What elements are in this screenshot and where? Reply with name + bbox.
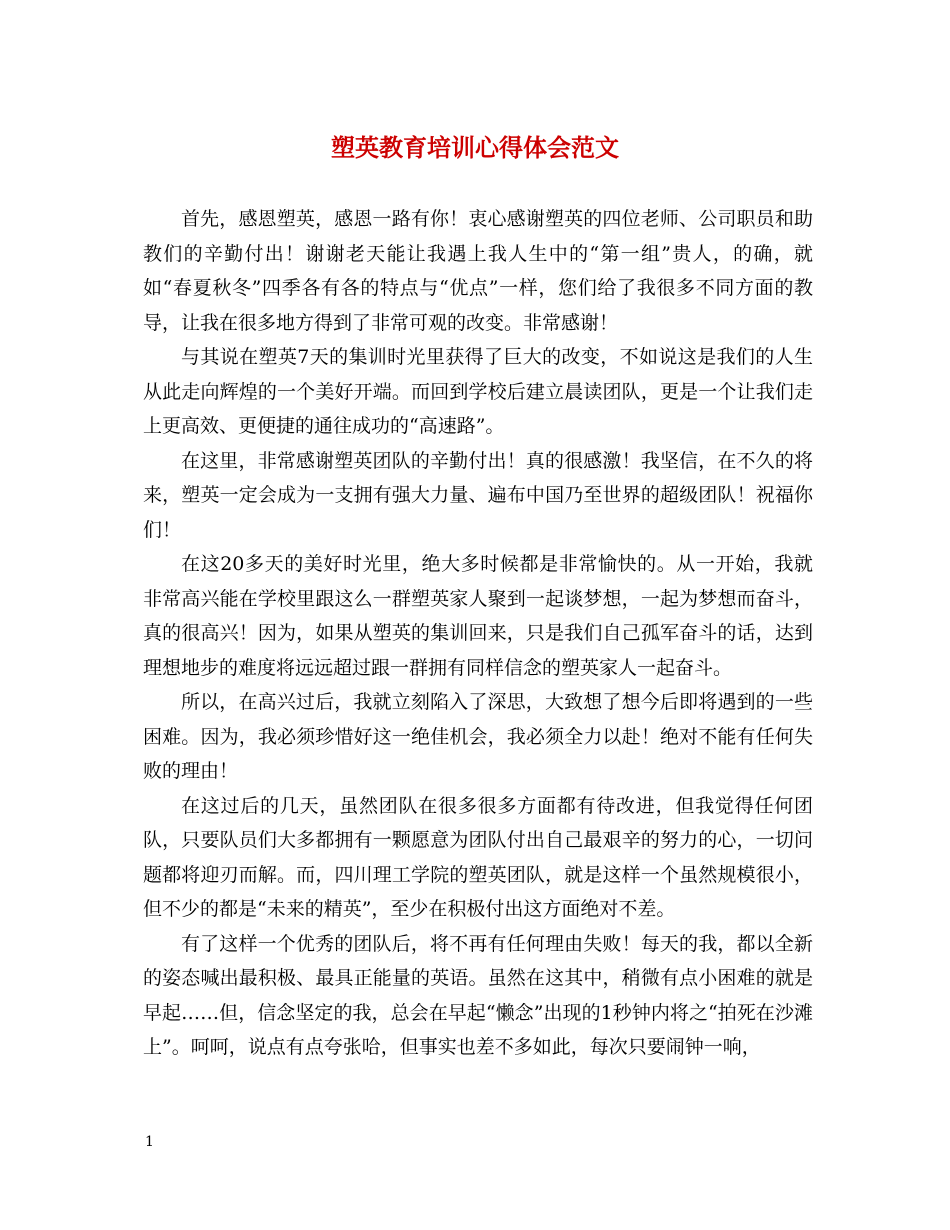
page-number: 1	[145, 1134, 154, 1150]
paragraph-3: 在这里，非常感谢塑英团队的辛勤付出！真的很感激！我坚信，在不久的将来，塑英一定会成为一支拥有强大力量、遍布中国乃至世界的超级团队！祝福你们！	[143, 449, 813, 541]
paragraph-4: 在这20多天的美好时光里，绝大多时候都是非常愉快的。从一开始，我就非常高兴能在学校里跟这么一群塑英家人聚到一起谈梦想，一起为梦想而奋斗，真的很高兴！因为，如果从塑英的集训回来，只是我们自己孤军奋斗的话，达到理想地步的难度将远远超过跟一群拥有同样信念的塑英家人一起奋斗。	[143, 553, 813, 679]
document-title: 塑英教育培训心得体会范文	[331, 133, 619, 162]
paragraph-2: 与其说在塑英7天的集训时光里获得了巨大的改变，不如说这是我们的人生从此走向辉煌的一个美好开端。而回到学校后建立晨读团队，更是一个让我们走上更高效、更便捷的通往成功的“高速路”。	[143, 346, 813, 437]
paragraph-5: 所以，在高兴过后，我就立刻陷入了深思，大致想了想今后即将遇到的一些困难。因为，我必须珍惜好这一绝佳机会，我必须全力以赴！绝对不能有任何失败的理由！	[143, 691, 813, 782]
paragraph-6: 在这过后的几天，虽然团队在很多很多方面都有待改进，但我觉得任何团队，只要队员们大多都拥有一颗愿意为团队付出自己最艰辛的努力的心，一切问题都将迎刃而解。而，四川理工学院的塑英团队，就是这样一个虽然规模很小，但不少的都是“未来的精英”，至少在积极付出这方面绝对不差。	[143, 794, 813, 920]
paragraph-7: 有了这样一个优秀的团队后，将不再有任何理由失败！每天的我，都以全新的姿态喊出最积极、最具正能量的英语。虽然在这其中，稍微有点小困难的就是早起……但，信念坚定的我，总会在早起“懒念”出现的1秒钟内将之“拍死在沙滩上”。呵呵，说点有点夸张哈，但事实也差不多如此，每次只要闹钟一响，	[143, 932, 813, 1058]
paragraph-1: 首先，感恩塑英，感恩一路有你！衷心感谢塑英的四位老师、公司职员和助教们的辛勤付出！谢谢老天能让我遇上我人生中的“第一组”贵人，的确，就如“春夏秋冬”四季各有各的特点与“优点”一样，您们给了我很多不同方面的教导，让我在很多地方得到了非常可观的改变。非常感谢！	[143, 208, 813, 334]
document-body	[143, 202, 813, 1065]
